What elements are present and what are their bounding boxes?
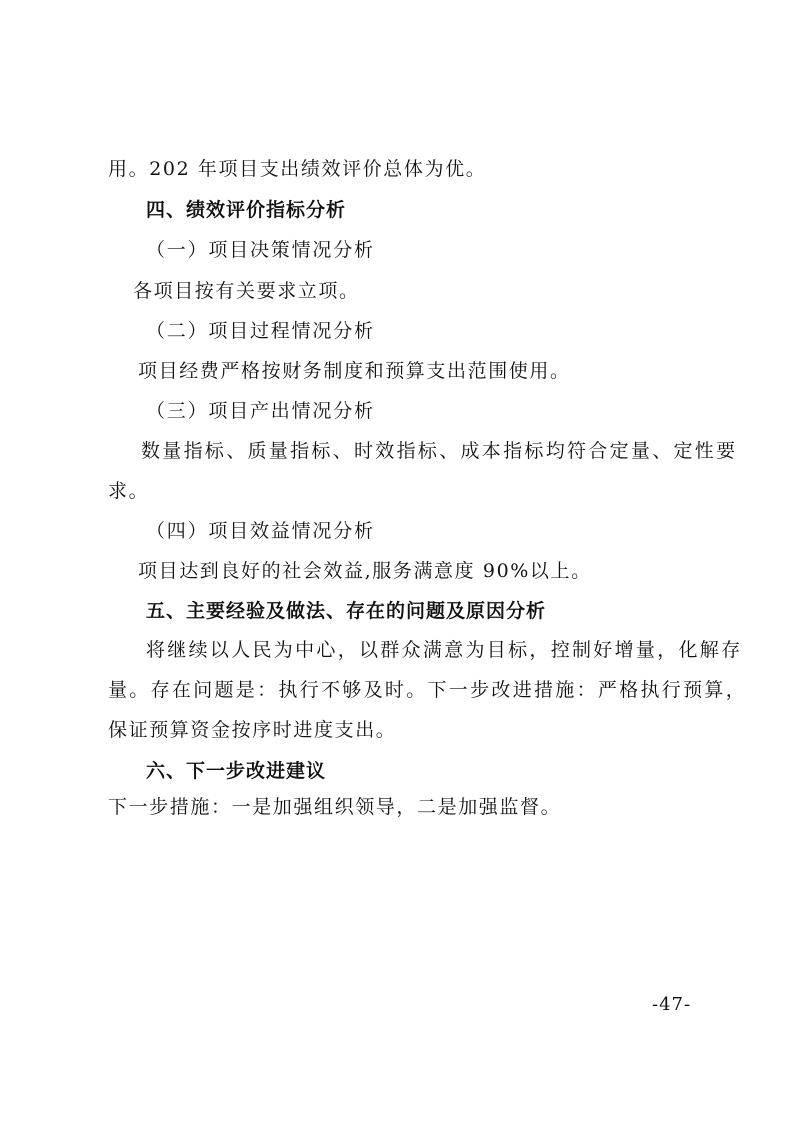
section5-heading: 五、主要经验及做法、存在的问题及原因分析 [146, 600, 547, 622]
section4-sub2-text: 项目经费严格按财务制度和预算支出范围使用。 [138, 360, 571, 382]
section5-text-line3: 保证预算资金按序时进度支出。 [108, 719, 397, 741]
section4-sub2-heading: （二）项目过程情况分析 [146, 320, 375, 342]
section4-sub1-heading: （一）项目决策情况分析 [146, 239, 375, 261]
paragraph-continuation: 用。202 年项目支出绩效评价总体为优。 [108, 158, 487, 180]
page-number: -47- [652, 994, 692, 1015]
section4-sub3-text-line2: 求。 [108, 480, 150, 502]
section4-heading: 四、绩效评价指标分析 [146, 199, 347, 221]
section5-text-line1: 将继续以人民为中心，以群众满意为目标，控制好增量，化解存 [146, 639, 743, 661]
section4-sub3-text-line1: 数量指标、质量指标、时效指标、成本指标均符合定量、定性要 [141, 440, 738, 462]
section4-sub4-text: 项目达到良好的社会效益,服务满意度 90%以上。 [138, 560, 592, 582]
section5-text-line2: 量。存在问题是：执行不够及时。下一步改进措施：严格执行预算， [108, 679, 748, 701]
section4-sub4-heading: （四）项目效益情况分析 [146, 520, 375, 542]
section4-sub3-heading: （三）项目产出情况分析 [146, 400, 375, 422]
section6-heading: 六、下一步改进建议 [146, 760, 327, 782]
section4-sub1-text: 各项目按有关要求立项。 [133, 280, 360, 302]
section6-text: 下一步措施：一是加强组织领导，二是加强监督。 [108, 796, 562, 818]
